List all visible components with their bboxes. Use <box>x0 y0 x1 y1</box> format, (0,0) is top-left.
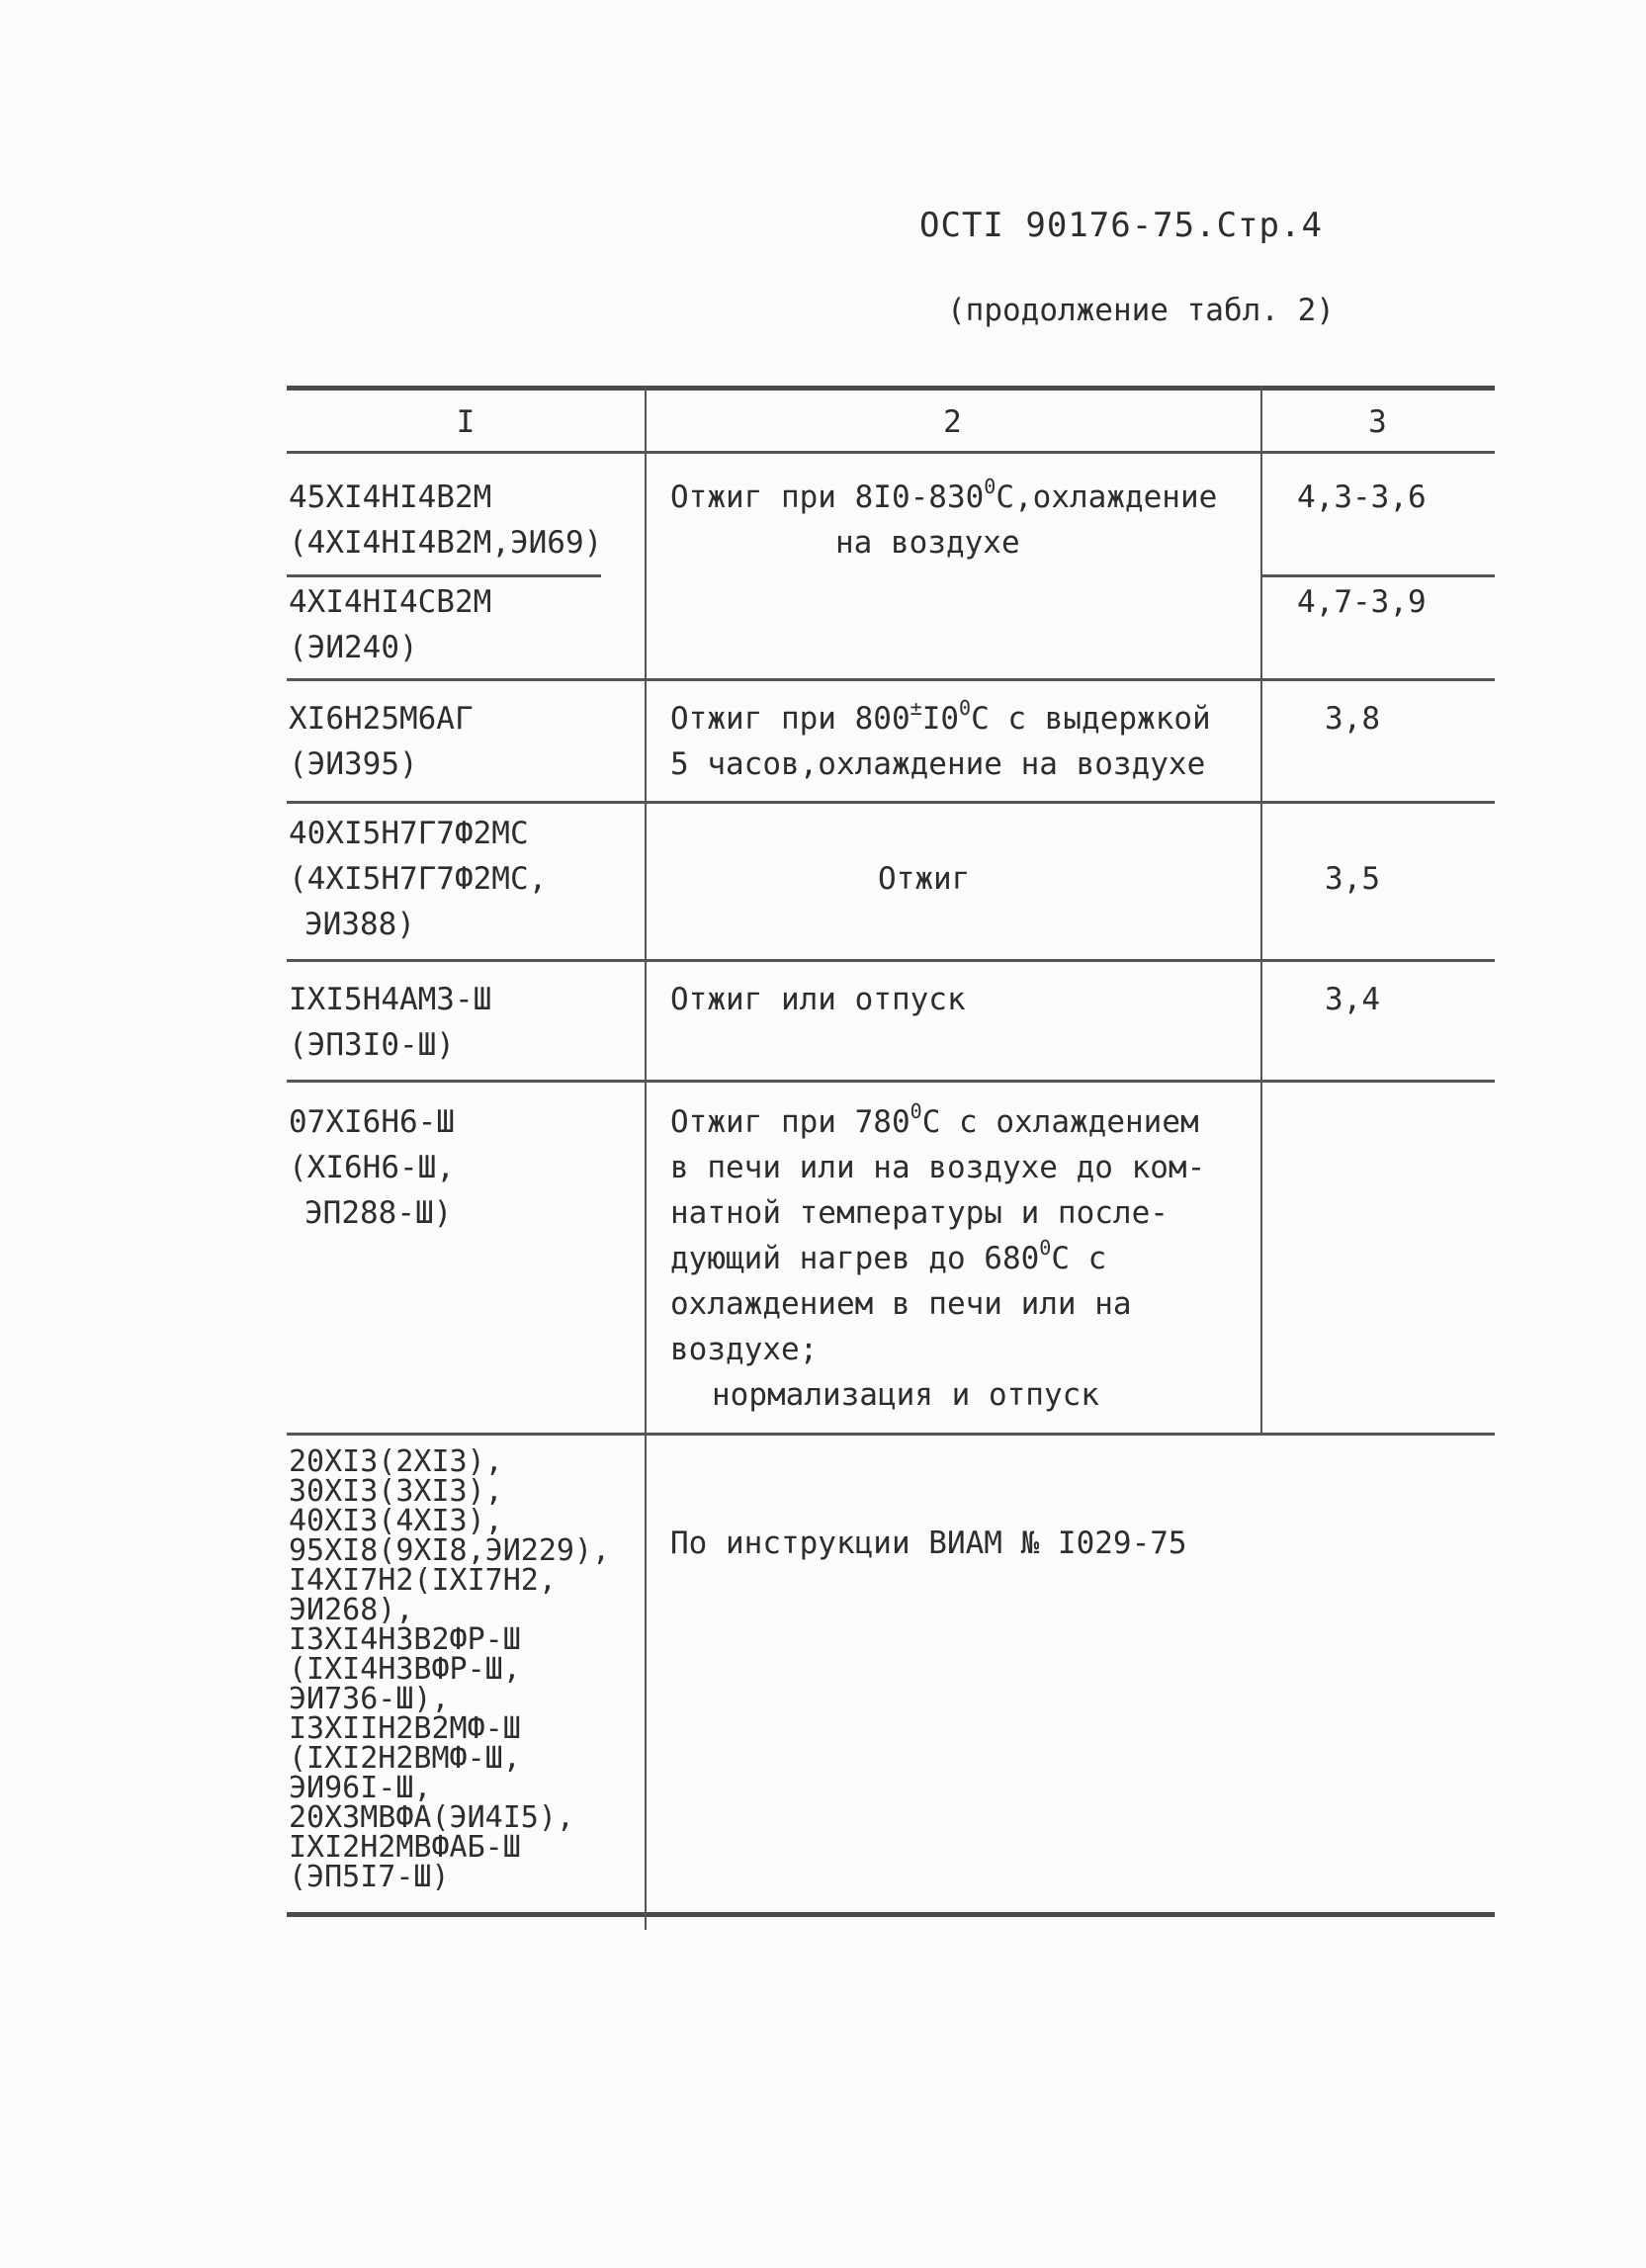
value-cell: 4,7-3,9 <box>1297 584 1427 620</box>
steel-grade: (ЭИ395) <box>289 746 418 782</box>
steel-grade: (4XI5H7Г7Ф2MC, <box>289 861 548 897</box>
steel-grade: (ЭПЗI0-Ш) <box>289 1027 455 1063</box>
steel-grade: ЭИ96I-Ш, <box>289 1771 432 1805</box>
steel-grade: I3XI4H3B2ФР-Ш <box>289 1622 521 1657</box>
column-header: I <box>456 404 476 440</box>
steel-grade: ЭИ268), <box>289 1593 414 1627</box>
steel-grade: (4XI4HI4B2M,ЭИ69) <box>289 525 603 561</box>
steel-grade: (XI6H6-Ш, <box>289 1150 455 1185</box>
treatment-text: натной температуры и после- <box>670 1195 1169 1231</box>
treatment-text: нормализация и отпуск <box>712 1377 1099 1413</box>
column-header: 2 <box>943 404 962 440</box>
document-code: ОСТI 90176-75.Стр.4 <box>919 206 1323 245</box>
heat-treatment-table <box>287 386 1495 1930</box>
steel-grade: 30XI3(3XI3), <box>289 1474 503 1509</box>
steel-grade: I3XIIH2B2MФ-Ш <box>289 1711 521 1746</box>
steel-grade: 4XI4HI4CB2M <box>289 584 492 620</box>
steel-grade-list <box>289 1444 611 1894</box>
header-rule <box>287 451 1495 454</box>
treatment-text: Отжиг <box>878 861 971 897</box>
value-cell: 3,4 <box>1325 982 1380 1017</box>
steel-grade: 40XI5H7Г7Ф2MC <box>289 816 529 851</box>
treatment-text: в печи или на воздухе до ком- <box>670 1150 1206 1185</box>
treatment-text: Отжиг при $8I0-830^0C,охлаждение$ <box>670 475 1218 515</box>
steel-grade: ЭИ736-Ш), <box>289 1682 450 1716</box>
steel-grade: (ЭП5I7-Ш) <box>289 1860 450 1894</box>
row-rule <box>287 678 1495 681</box>
column-divider <box>645 386 647 1930</box>
row-rule <box>1260 574 1495 577</box>
column-header: 3 <box>1368 404 1387 440</box>
row-rule <box>287 1080 1495 1083</box>
treatment-text: на воздухе <box>835 525 1020 561</box>
steel-grade: ЭИ388) <box>304 907 415 942</box>
table-top-rule <box>287 386 1495 391</box>
treatment-text: охлаждением в печи или на <box>670 1286 1132 1322</box>
table-continuation-label: (продолжение табл. 2) <box>947 293 1335 328</box>
treatment-text: Отжиг или отпуск <box>670 982 966 1017</box>
steel-grade: I4XI7H2(IXI7H2, <box>289 1563 557 1598</box>
steel-grade: XI6H25M6AГ <box>289 701 474 737</box>
steel-grade: 20XI3(2XI3), <box>289 1444 503 1479</box>
value-cell: 3,5 <box>1325 861 1380 897</box>
table-bottom-rule <box>287 1912 1495 1917</box>
steel-grade: (IXI2H2BMФ-Ш, <box>289 1741 521 1776</box>
steel-grade: (IXI4H3BФР-Ш, <box>289 1652 521 1687</box>
value-cell: 3,8 <box>1325 701 1380 737</box>
treatment-text: 5 часов,охлаждение на воздухе <box>670 746 1206 782</box>
treatment-text: По инструкции ВИАМ № I029-75 <box>670 1526 1187 1561</box>
treatment-text: Отжиг при $780^0C$ с охлаждением <box>670 1099 1199 1140</box>
treatment-text: дующий нагрев до $680^0C$ с <box>670 1236 1107 1276</box>
steel-grade: ЭП288-Ш) <box>304 1195 453 1231</box>
column-divider <box>1260 386 1262 1435</box>
steel-grade: IXI2H2MBФAБ-Ш <box>289 1830 521 1865</box>
row-rule <box>287 801 1495 804</box>
steel-grade: 45XI4HI4B2M <box>289 480 492 515</box>
treatment-text: Отжиг при $800^\pm I0^0C$ с выдержкой <box>670 696 1211 737</box>
steel-grade: IXI5H4AM3-Ш <box>289 982 492 1017</box>
value-cell: 4,3-3,6 <box>1297 480 1427 515</box>
treatment-text: воздухе; <box>670 1332 819 1367</box>
row-rule <box>287 1433 1495 1436</box>
row-rule <box>287 959 1495 962</box>
steel-grade: (ЭИ240) <box>289 630 418 665</box>
steel-grade: 07XI6H6-Ш <box>289 1104 455 1140</box>
steel-grade: 20X3MBФA(ЭИ4I5), <box>289 1800 574 1835</box>
steel-grade: 95XI8(9XI8,ЭИ229), <box>289 1533 611 1568</box>
row-rule <box>287 574 601 577</box>
steel-grade: 40XI3(4XI3), <box>289 1504 503 1538</box>
